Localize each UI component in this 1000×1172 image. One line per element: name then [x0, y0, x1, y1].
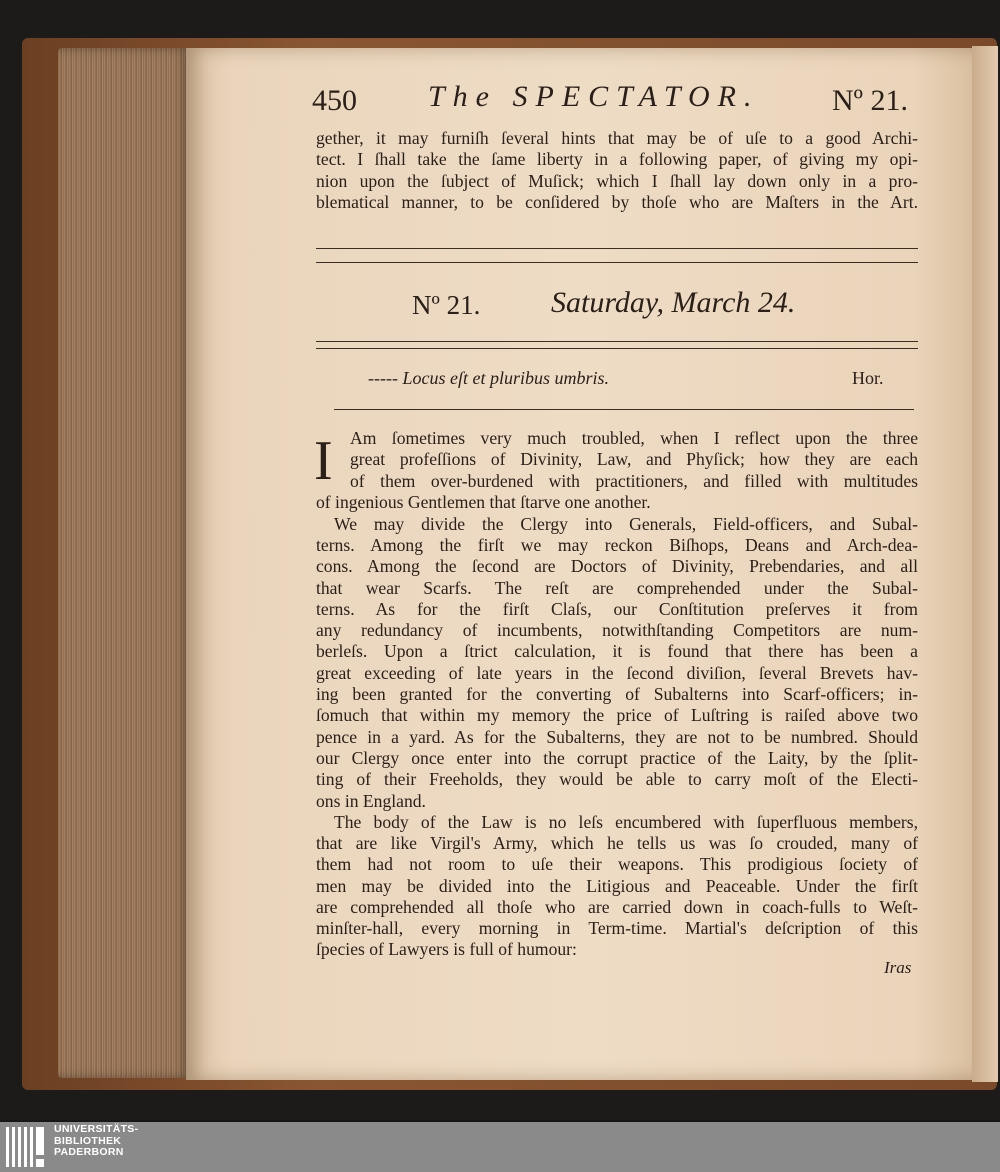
paragraph-3-body — [316, 833, 918, 961]
footer-bar — [0, 1122, 1000, 1172]
right-page-edge — [972, 46, 998, 1082]
motto: ----- Locus eſt et pluribus umbris. — [368, 368, 609, 388]
text-line: of them over-burdened with practitioners, and filled with multitudes — [350, 470, 918, 491]
issue-date: Saturday, March 24. — [551, 286, 796, 319]
issue-reference: Nº 21. — [832, 84, 908, 117]
text-line: terns. As for the firſt Claſs, our Conſtitution preſerves it from — [316, 598, 918, 619]
section-rule — [316, 341, 918, 342]
text-line: blematical manner, to be conſidered by thoſe who are Maſters in the Art. — [316, 191, 918, 212]
text-line: nion upon the ſubject of Muſick; which I ſhall lay down only in a pro- — [316, 170, 918, 191]
text-line: them had not room to uſe their weapons. This prodigious ſociety of — [316, 854, 918, 875]
text-line: ons in England. — [316, 790, 426, 811]
text-line: men may be divided into the Litigious and Peaceable. Under the firſt — [316, 875, 918, 896]
text-line: berleſs. Upon a ſtrict calculation, it is found that there has been a — [316, 641, 918, 662]
text-line: that are like Virgil's Army, which he tells us was ſo crouded, many of — [316, 833, 918, 853]
motto-rule — [334, 409, 914, 410]
text-line: Am ſometimes very much troubled, when I reflect upon the three — [350, 428, 918, 448]
paragraph-3 — [316, 812, 918, 833]
running-title: The SPECTATOR. — [428, 80, 760, 113]
paragraph-1-end — [316, 492, 918, 513]
text-line: ſpecies of Lawyers is full of humour: — [316, 939, 577, 960]
drop-cap: I — [314, 430, 333, 492]
paragraph-2 — [316, 514, 918, 535]
motto-author: Hor. — [852, 368, 884, 388]
continuation-paragraph — [316, 128, 918, 213]
issue-number: Nº 21. — [412, 290, 481, 320]
text-line: our Clergy once enter into the corrupt practice of the Laity, by the ſplit- — [316, 747, 918, 768]
text-line: We may divide the Clergy into Generals, Field-officers, and Subal- — [334, 514, 918, 534]
section-rule — [316, 262, 918, 263]
text-line: pence in a yard. As for the Subalterns, they are not to be numbred. Should — [316, 726, 918, 747]
text-line: ing been granted for the converting of Subalterns into Scarf-officers; in- — [316, 684, 918, 705]
page-edges — [58, 48, 190, 1078]
text-line: that wear Scarfs. The reſt are comprehended under the Subal- — [316, 577, 918, 598]
text-line: ting of their Freeholds, they would be able to carry moſt of the Electi- — [316, 769, 918, 790]
text-line: gether, it may furniſh ſeveral hints that may be of uſe to a good Archi- — [316, 128, 918, 148]
catchword: Iras — [884, 958, 912, 977]
text-line: of ingenious Gentlemen that ſtarve one another. — [316, 492, 651, 512]
logo-line: BIBLIOTHEK — [54, 1134, 122, 1147]
paragraph-1-opening — [350, 428, 918, 492]
section-rule — [316, 248, 918, 249]
text-line: minſter-hall, every morning in Term-time. Martial's deſcription of this — [316, 918, 918, 939]
text-line: any redundancy of incumbents, notwithſtanding Competitors are num- — [316, 620, 918, 641]
text-line: terns. Among the firſt we may reckon Biſhops, Deans and Arch-dea- — [316, 535, 918, 555]
library-logo-text — [54, 1124, 138, 1159]
section-rule — [316, 348, 918, 349]
logo-line: PADERBORN — [54, 1146, 124, 1158]
library-logo-icon — [6, 1125, 46, 1169]
logo-line: UNIVERSITÄTS- — [54, 1123, 139, 1135]
page-number: 450 — [312, 84, 357, 117]
text-line: great exceeding of late years in the ſecond diviſion, ſeveral Brevets hav- — [316, 662, 918, 683]
text-line: The body of the Law is no leſs encumbered with ſuperfluous members, — [334, 812, 918, 832]
text-line: ſomuch that within my memory the price of Luſtring is raiſed above two — [316, 705, 918, 726]
text-line: are comprehended all thoſe who are carried down in coach-fulls to Weſt- — [316, 896, 918, 917]
text-line: tect. I ſhall take the ſame liberty in a following paper, of giving my opi- — [316, 149, 918, 170]
text-line: great profeſſions of Divinity, Law, and Phyſick; how they are each — [350, 449, 918, 470]
paragraph-2-body — [316, 535, 918, 812]
text-line: cons. Among the ſecond are Doctors of Divinity, Prebendaries, and all — [316, 556, 918, 577]
